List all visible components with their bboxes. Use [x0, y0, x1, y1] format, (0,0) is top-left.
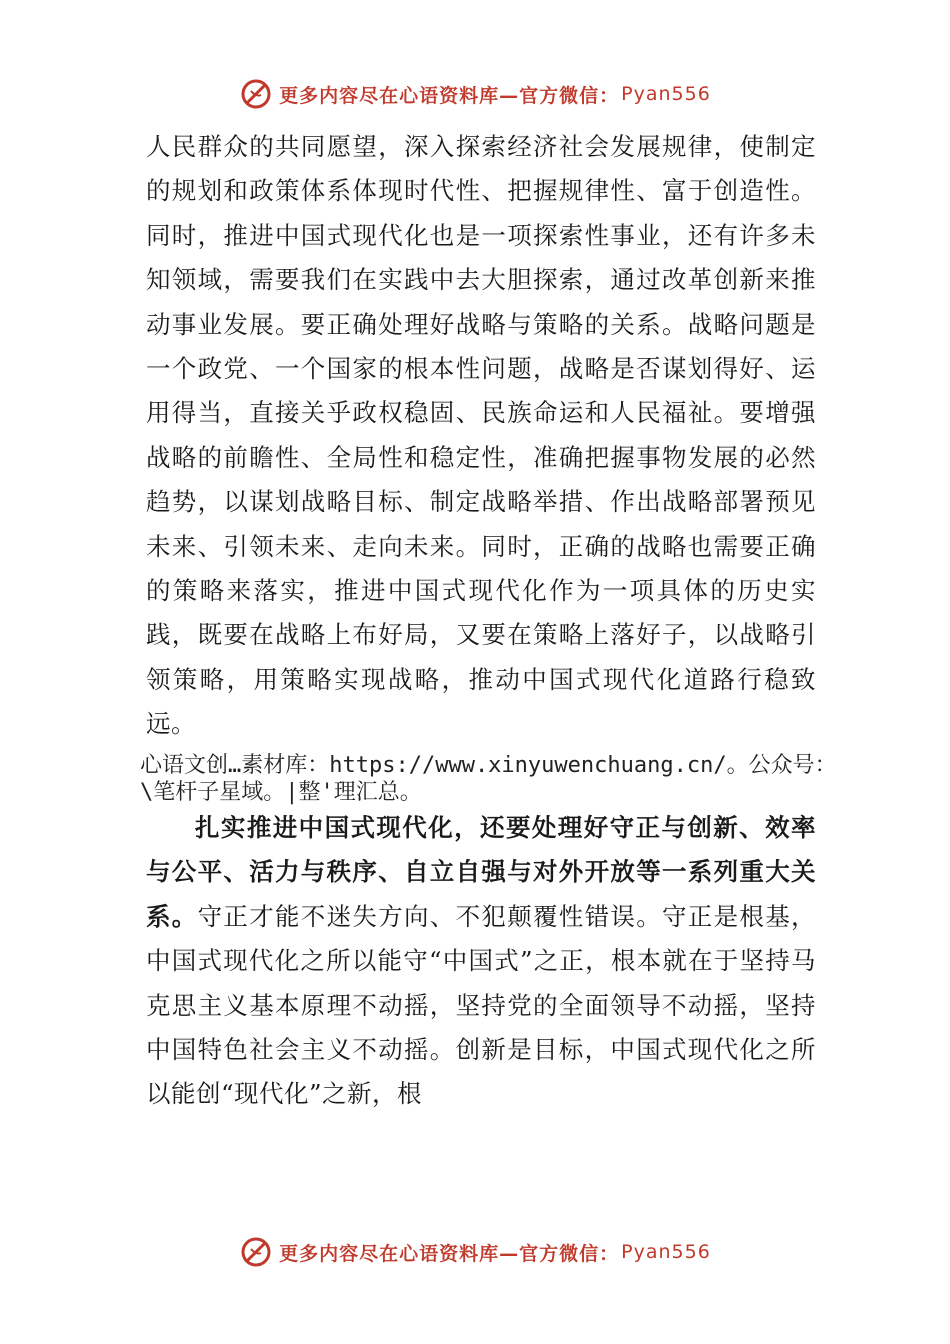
paragraph-2-lead: 扎实推进中国式现代化，还要处理好守正与创新、效率与公平、活力与秩序、自立自强与对外开放等一系列重大关系。	[146, 813, 816, 931]
footer-banner	[0, 1230, 950, 1274]
paragraph-2-body: 守正才能不迷失方向、不犯颠覆性错误。守正是根基，中国式现代化之所以能守“中国式”之正，根本就在于坚持马克思主义基本原理不动摇，坚持党的全面领导不动摇，坚持中国特色社会主义不动摇。创新是目标，中国式现代化之所以能创“现代化”之新，根	[146, 901, 817, 1109]
banner-text: 更多内容尽在心语资料库—官方微信：	[279, 1242, 620, 1265]
brush-logo-icon	[239, 77, 273, 111]
header-banner	[0, 72, 950, 116]
source-line: 心语文创…素材库：https://www.xinyuwenchuang.cn/。公众号：\笔杆子星域。|整'理汇总。	[140, 753, 837, 805]
brush-logo-icon	[239, 1235, 273, 1269]
paragraph-2	[146, 806, 816, 1117]
paragraph-1: 人民群众的共同愿望，深入探索经济社会发展规律，使制定的规划和政策体系体现时代性、把握规律性、富于创造性。同时，推进中国式现代化也是一项探索性事业，还有许多未知领域，需要我们在实践中去大胆探索，通过改革创新来推动事业发展。要正确处理好战略与策略的关系。战略问题是一个政党、一个国家的根本性问题，战略是否谋划得好、运用得当，直接关乎政权稳固、民族命运和人民福祉。要增强战略的前瞻性、全局性和稳定性，准确把握事物发展的必然趋势，以谋划战略目标、制定战略举措、作出战略部署预见未来、引领未来、走向未来。同时，正确的战略也需要正确的策略来落实，推进中国式现代化作为一项具体的历史实践，既要在战略上布好局，又要在策略上落好子，以战略引领策略，用策略实现战略，推动中国式现代化道路行稳致远。	[146, 132, 816, 739]
banner-text: 更多内容尽在心语资料库—官方微信：	[279, 84, 620, 107]
wechat-handle: Pyan556	[621, 1241, 711, 1263]
wechat-handle: Pyan556	[621, 83, 711, 105]
